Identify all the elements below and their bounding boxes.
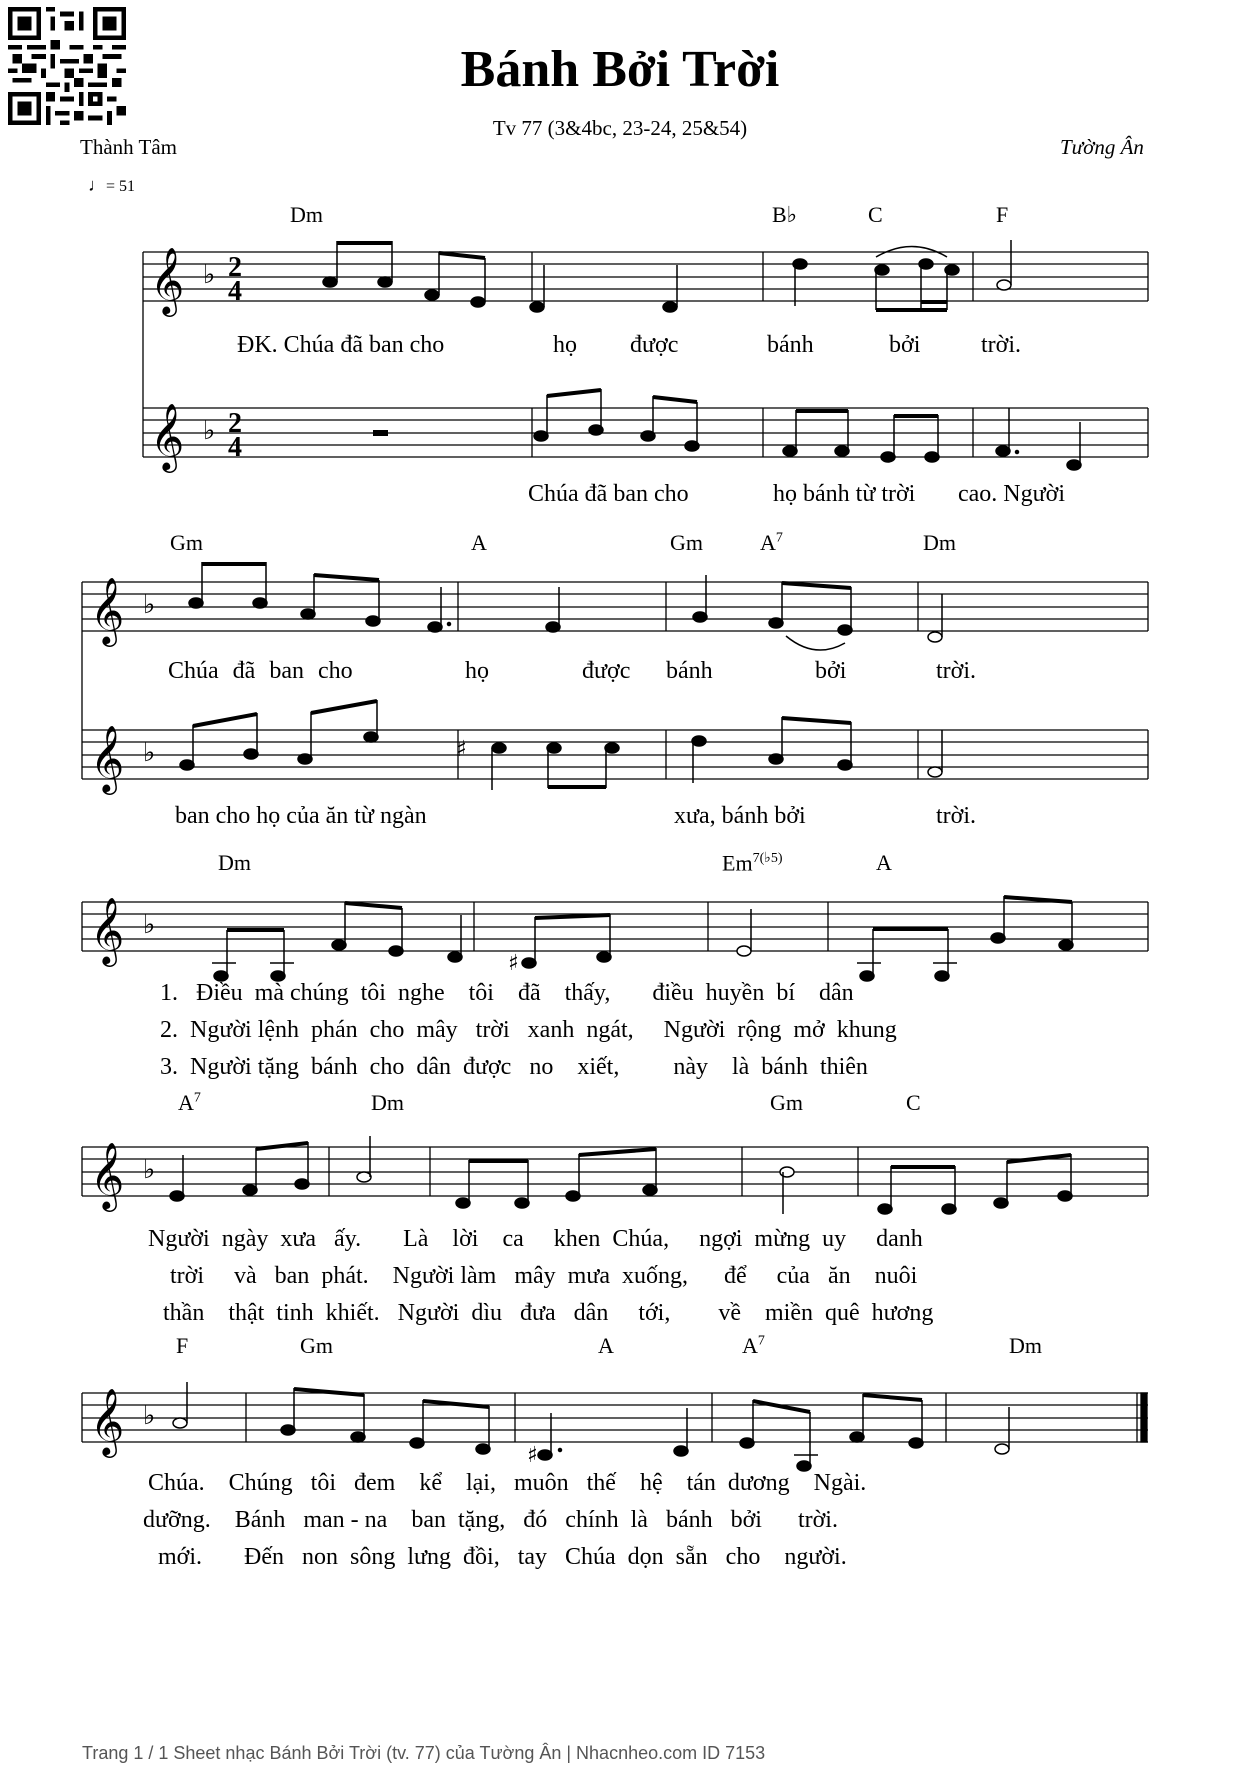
- svg-text:♯: ♯: [456, 737, 467, 762]
- svg-text:♭: ♭: [143, 910, 156, 940]
- chord-symbol: Gm: [670, 530, 703, 555]
- chord-symbol: Dm: [218, 850, 251, 875]
- chord-symbol: Gm: [300, 1333, 333, 1358]
- lyric-chorus-upper: bởi: [815, 658, 847, 684]
- chord-symbol: $A^7$: [742, 1333, 765, 1358]
- svg-text:♭: ♭: [143, 590, 156, 620]
- svg-text:𝄞: 𝄞: [90, 1387, 125, 1455]
- svg-text:𝄞: 𝄞: [90, 724, 125, 792]
- chord-symbol: B♭: [772, 202, 798, 227]
- lyric-chorus-upper: Chúa đã ban cho: [168, 658, 353, 684]
- chord-symbol: Dm: [290, 202, 323, 227]
- psalm-reference: Tv 77 (3&4bc, 23-24, 25&54): [492, 116, 748, 140]
- verse-1-line: Người ngày xưa ấy. Là lời ca khen Chúa, ngợi mừng uy danh: [148, 1226, 923, 1252]
- lyric-chorus-lower: trời.: [936, 803, 977, 829]
- chord-symbol: F: [176, 1333, 189, 1358]
- chord-symbol: $A^7$: [178, 1090, 201, 1115]
- verse-3-line: 3. Người tặng bánh cho dân được no xiết, này là bánh thiên: [160, 1054, 868, 1080]
- lyric-chorus-upper: bởi: [889, 332, 921, 358]
- svg-text:♭: ♭: [143, 1155, 156, 1185]
- lyric-chorus-upper: họ: [465, 658, 489, 684]
- verse-3-line: thần thật tinh khiết. Người dìu đưa dân tới, về miền quê hương: [163, 1300, 934, 1326]
- chord-symbol: A: [876, 850, 892, 875]
- verse-2-line: dưỡng. Bánh man - na ban tặng, đó chính là bánh bởi trời.: [143, 1507, 838, 1533]
- system-3: [82, 902, 1148, 951]
- svg-text:♭: ♭: [203, 416, 216, 446]
- lyric-chorus-upper: trời.: [936, 658, 977, 684]
- svg-text:♭: ♭: [203, 260, 216, 290]
- chord-symbol: Dm: [371, 1090, 404, 1115]
- svg-text:4: 4: [228, 276, 242, 307]
- lyric-chorus-upper: bánh: [767, 332, 814, 358]
- song-title: Bánh Bởi Trời: [460, 41, 780, 98]
- chord-symbol: C: [868, 202, 883, 227]
- svg-text:𝄞: 𝄞: [150, 402, 185, 470]
- system-4: [82, 1147, 1148, 1196]
- chord-symbol: A: [598, 1333, 614, 1358]
- tempo-marking: ♩= 51: [88, 175, 136, 195]
- chord-symbol: F: [996, 202, 1009, 227]
- lyric-chorus-lower: họ bánh từ trời: [773, 481, 916, 507]
- lyric-chorus-upper: được: [630, 332, 679, 358]
- lyric-chorus-lower: xưa, bánh bởi: [674, 803, 806, 829]
- chord-symbol: Dm: [923, 530, 956, 555]
- lyric-chorus-upper: được: [582, 658, 631, 684]
- svg-text:𝄞: 𝄞: [90, 576, 125, 644]
- verse-2-line: trời và ban phát. Người làm mây mưa xuống, để của ăn nuôi: [170, 1263, 918, 1289]
- page-footer: Trang 1 / 1 Sheet nhạc Bánh Bởi Trời (tv. 77) của Tường Ân | Nhacnheo.com ID 7153: [82, 1743, 766, 1763]
- chord-symbol: $A^7$: [760, 530, 783, 555]
- verse-1-line: 1. Điều mà chúng tôi nghe tôi đã thấy, điều huyền bí dân: [160, 980, 854, 1006]
- svg-text:4: 4: [228, 432, 242, 463]
- svg-text:♭: ♭: [143, 738, 156, 768]
- svg-text:♯: ♯: [508, 951, 519, 976]
- chord-symbol: Dm: [1009, 1333, 1042, 1358]
- chord-symbol: $Em^{7(♭5)}$: [722, 850, 783, 876]
- svg-text:♯: ♯: [527, 1443, 538, 1468]
- svg-text:♭: ♭: [143, 1401, 156, 1431]
- quarter-note-icon: ♩: [88, 175, 106, 195]
- lyric-chorus-lower: cao. Người: [958, 481, 1066, 507]
- lyric-chorus-upper: họ: [553, 332, 577, 358]
- chord-symbol: Gm: [170, 530, 203, 555]
- arranger-name: Thành Tâm: [80, 135, 178, 159]
- lyric-chorus-upper: trời.: [981, 332, 1022, 358]
- composer-name: Tường Ân: [1060, 135, 1144, 159]
- svg-text:𝄞: 𝄞: [90, 1141, 125, 1209]
- svg-text:𝄞: 𝄞: [150, 246, 185, 314]
- chord-symbol: A: [471, 530, 487, 555]
- lyric-chorus-lower: ban cho họ của ăn từ ngàn: [175, 803, 427, 829]
- svg-text:𝄞: 𝄞: [90, 896, 125, 964]
- chord-symbol: C: [906, 1090, 921, 1115]
- lyric-chorus-upper: ĐK. Chúa đã ban cho: [237, 332, 445, 358]
- svg-text:2: 2: [228, 408, 242, 439]
- chord-symbol: Gm: [770, 1090, 803, 1115]
- lyric-chorus-lower: Chúa đã ban cho: [528, 481, 689, 507]
- lyric-chorus-upper: bánh: [666, 658, 713, 684]
- system-5: [82, 1393, 1148, 1442]
- svg-text:2: 2: [228, 252, 242, 283]
- verse-2-line: 2. Người lệnh phán cho mây trời xanh ngát, Người rộng mở khung: [160, 1017, 897, 1043]
- verse-3-line: mới. Đến non sông lưng đồi, tay Chúa dọn sẵn cho người.: [158, 1544, 847, 1570]
- verse-1-line: Chúa. Chúng tôi đem kể lại, muôn thế hệ tán dương Ngài.: [148, 1470, 867, 1496]
